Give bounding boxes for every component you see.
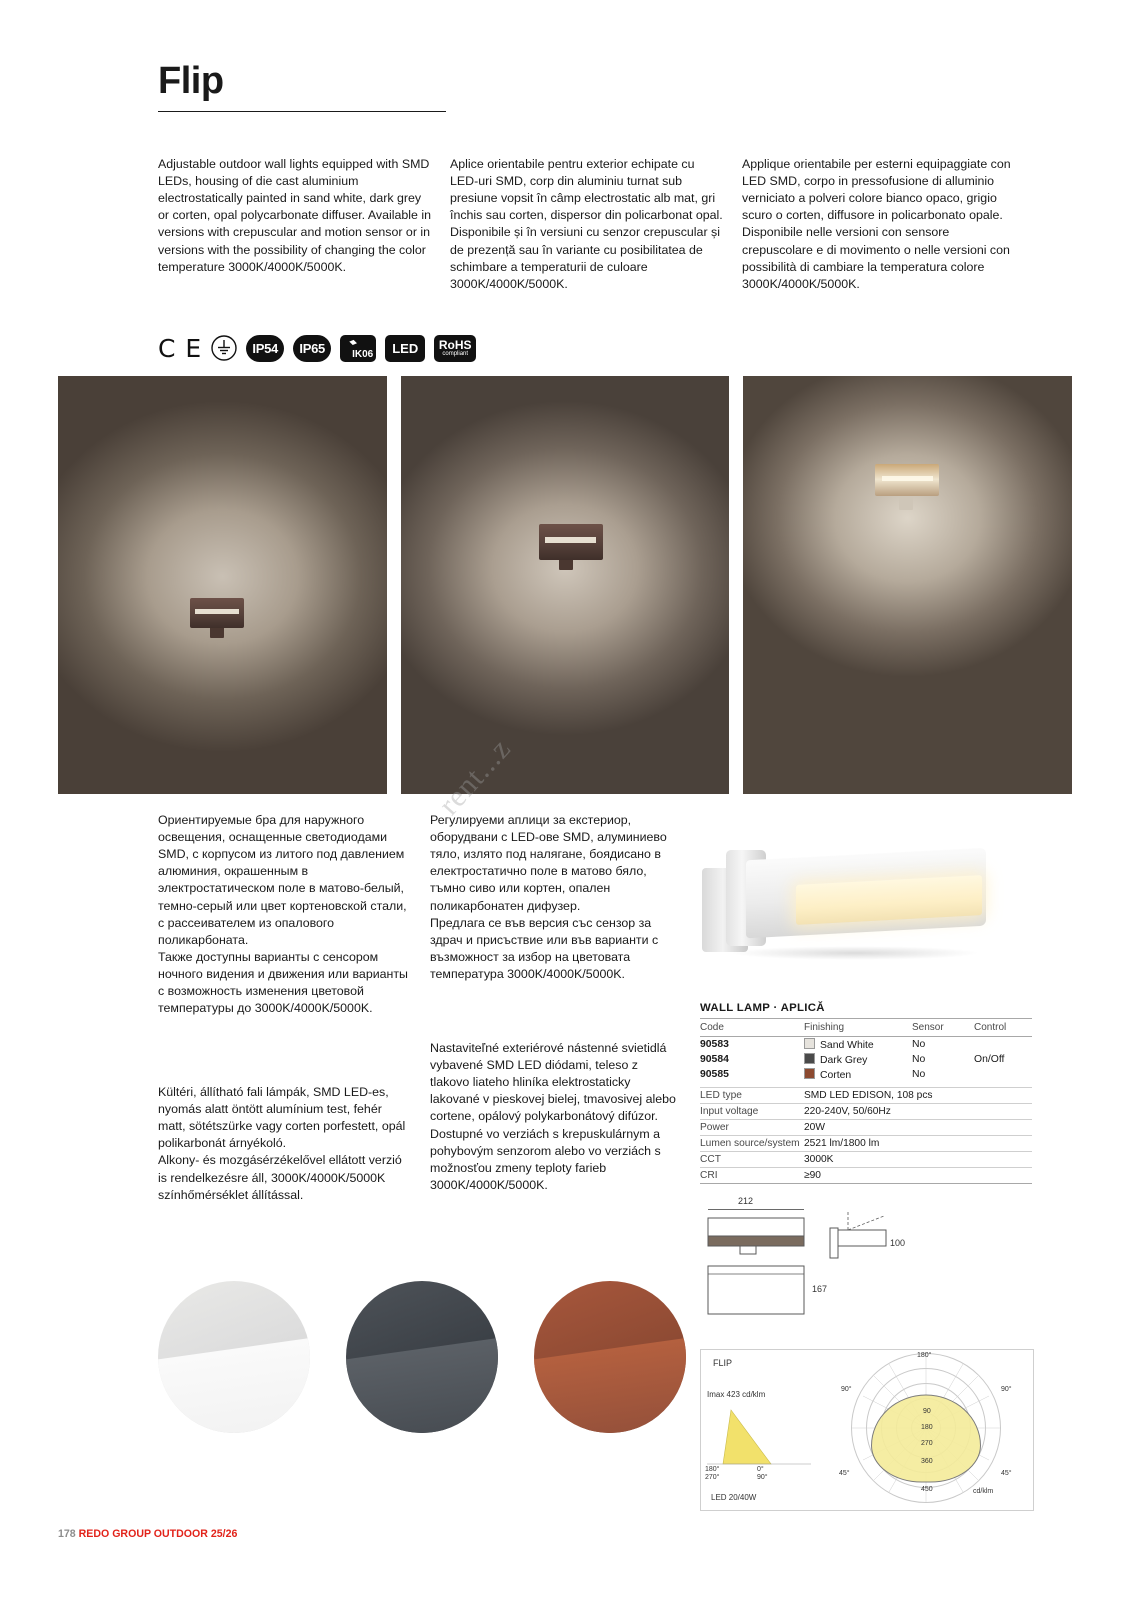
dim-width-label: 212: [738, 1196, 754, 1206]
dim-height-label: 167: [812, 1284, 828, 1294]
description-hu: Kültéri, állítható fali lámpák, SMD LED-es, nyomás alatt öntött alumínium test, fehér matt, sötétszürke vagy corten porfestett, opál polikarbonát árnyékoló. Alkony- és mozgásérzékelővel ellátott verzió is rendelkezésre áll, 3000K/4000K/5000K színhőmérséklet állítással.: [158, 1085, 406, 1202]
table-row: [700, 1168, 1032, 1184]
spec-codes-table: [700, 1018, 1032, 1082]
cell-control: On/Off: [974, 1054, 1005, 1065]
photometric-led-label: LED 20/40W: [711, 1493, 757, 1502]
page-number: 178: [58, 1528, 76, 1540]
cell-finishing: [804, 1037, 912, 1053]
intro-text-it: Applique orientabile per esterni equipaggiate con LED SMD, corpo in pressofusione di alluminio verniciato a polveri colore bianco opaco, grigio scuro o corten, diffusore in policarbonato opale. Disponibile nelle versioni con sensore crepuscolare e di movimento o nelle versioni con possibilità di cambiare la temperatura colore 3000K/4000K/5000K.: [742, 157, 1011, 291]
col-code: Code: [700, 1019, 804, 1037]
footer: [58, 1528, 237, 1540]
ip54-badge: IP54: [246, 335, 284, 362]
footer-brand: REDO GROUP OUTDOOR 25/26: [78, 1528, 238, 1540]
finish-corten: [534, 1281, 686, 1433]
photometric-axis-180: 180°: [705, 1466, 720, 1473]
table-header-row: [700, 1019, 1032, 1037]
cell-control: [974, 1067, 1032, 1082]
photometric-axis-0: 0°: [757, 1466, 764, 1473]
tech-label: CCT: [700, 1152, 804, 1168]
polar-label-right: 90°: [1001, 1386, 1012, 1393]
spec-technical-table: [700, 1087, 1032, 1184]
table-row: [700, 1136, 1032, 1152]
table-row: [700, 1088, 1032, 1104]
tech-value: 220-240V, 50/60Hz: [804, 1104, 1032, 1120]
tech-value: ≥90: [804, 1168, 1032, 1184]
side-view-drawing: [826, 1210, 946, 1276]
table-row: [700, 1067, 1032, 1082]
certification-badges: [158, 333, 476, 363]
description-ru: Ориентируемые бра для наружного освещения, оснащенные светодиодами SMD, с корпусом из литого под давлением алюминия, окрашенным в электростатическом поле в матово-белый, темно-серый или цвет кортеновской стали, с рассеивателем из опалового поликарбоната. Также доступны варианты с сенсором ночного видения и движения или варианты с возможность изменения цветовой температуры до 3000K/4000K/5000K.: [158, 813, 408, 1016]
rohs-badge: [434, 335, 476, 362]
cell-code: 90583: [700, 1039, 729, 1050]
intro-text-en: Adjustable outdoor wall lights equipped with SMD LEDs, housing of die cast aluminium electrostatically painted in sand white, dark grey or corten, opal polycarbonate diffuser. Available in versions with crepuscular and motion sensor or in versions with the possibility of changing the color temperature 3000K/4000K/5000K.: [158, 157, 432, 274]
specification-table: [700, 1002, 1032, 1184]
polar-label-left: 90°: [841, 1386, 852, 1393]
finish-samples: [158, 1281, 686, 1433]
description-bg: Регулируеми аплици за екстериор, оборудвани с LED-ове SMD, алуминиево тяло, излято под налягане, боядисано в електростатично поле в матово бяло, тъмно сиво или кортен, опален поликарбонатен дифузер. Предлага се във версия със сензор за здрач и присъствие или във варианти с възможност за избор на цветовата температура 3000K/4000K/5000K.: [430, 813, 667, 981]
polar-ring-label-180: 180: [921, 1424, 933, 1431]
col-sensor: Sensor: [912, 1019, 974, 1037]
led-badge: LED: [385, 335, 425, 362]
cell-finishing-label: Sand White: [820, 1040, 874, 1051]
ik06-label: IK06: [352, 348, 374, 360]
polar-ring-label-270: 270: [921, 1440, 933, 1447]
table-row: [700, 1104, 1032, 1120]
rohs-sublabel: compliant: [442, 351, 469, 357]
spec-title: WALL LAMP · APLICĂ: [700, 1002, 825, 1014]
render-shadow: [730, 946, 980, 960]
cell-sensor: No: [912, 1054, 926, 1065]
cell-code: 90584: [700, 1054, 729, 1065]
finish-sand-white: [158, 1281, 310, 1433]
swatch-corten: [804, 1068, 815, 1079]
intro-text-ro: Aplice orientabile pentru exterior echipate cu LED-uri SMD, corp din aluminiu turnat sub presiune vopsit în câmp electrostatic alb mat, gri închis sau corten, dispersor din policarbonat opal. Disponibile și în versiuni cu senzor crepuscular și de prezență sau în variante cu posibilitatea de schimbare a temperaturii de culoare 3000K/4000K/5000K.: [450, 157, 723, 291]
tech-value: 3000K: [804, 1152, 1032, 1168]
polar-ring-label-360: 360: [921, 1458, 933, 1465]
cell-sensor: No: [912, 1069, 926, 1080]
polar-label-bottom-left: 45°: [839, 1470, 850, 1477]
ce-mark-icon: C E: [158, 333, 203, 363]
ik06-badge: [340, 335, 376, 362]
photo-strip: [58, 376, 1072, 794]
dim-depth-label: 100: [890, 1238, 906, 1248]
table-row: [700, 1152, 1032, 1168]
polar-label-top: 180°: [917, 1352, 932, 1359]
col-control: Control: [974, 1019, 1032, 1037]
polar-label-bottom-right: 45°: [1001, 1470, 1012, 1477]
dim-width-line: [708, 1209, 804, 1210]
photometric-cone-panel: FLIP Imax 423 cd/klm 180° 270° 0° 90° LED 20/40W: [701, 1350, 821, 1510]
title-divider: [158, 111, 446, 112]
cell-finishing-label: Corten: [820, 1070, 852, 1081]
table-row: [700, 1037, 1032, 1053]
ip65-badge: IP65: [293, 335, 331, 362]
tech-label: CRI: [700, 1168, 804, 1184]
polar-ring-label-450: 450: [921, 1486, 933, 1493]
photo-corten-wall-lamp: [58, 376, 387, 794]
cell-finishing: [804, 1052, 912, 1067]
dimension-drawings: [700, 1196, 1032, 1336]
polar-unit-label: cd/klm: [973, 1488, 994, 1495]
cell-control: [974, 1037, 1032, 1053]
class-1-earth-icon: [211, 335, 237, 361]
cell-code: 90585: [700, 1069, 729, 1080]
tech-value: SMD LED EDISON, 108 pcs: [804, 1088, 1032, 1104]
tech-label: Input voltage: [700, 1104, 804, 1120]
description-sk: Nastaviteľné exteriérové nástenné svietidlá vybavené SMD LED diódami, teleso z tlakovo liateho hliníka elektrostaticky lakované v pieskovej bielej, tmavosivej alebo cortene, opálový polykarbonátový difúzor. Dostupné vo verziách s krepuskulárnym a pohybovým senzorom alebo vo verziách s možnosťou zmeny teploty farieb 3000K/4000K/5000K.: [430, 1041, 676, 1192]
photometric-product-name: FLIP: [713, 1358, 733, 1368]
finish-dark-grey: [346, 1281, 498, 1433]
cell-sensor: No: [912, 1039, 926, 1050]
swatch-sand-white: [804, 1038, 815, 1049]
tech-value: 20W: [804, 1120, 1032, 1136]
cell-finishing: [804, 1067, 912, 1082]
cell-finishing-label: Dark Grey: [820, 1055, 868, 1066]
photo-corten-wall-lamp-detail: [401, 376, 730, 794]
tech-value: 2521 lm/1800 lm: [804, 1136, 1032, 1152]
photometric-imax: Imax 423 cd/klm: [707, 1390, 766, 1399]
product-render: [700, 818, 1045, 993]
polar-ring-label-90: 90: [923, 1408, 931, 1415]
title-block: [158, 62, 448, 112]
tech-label: Lumen source/system: [700, 1136, 804, 1152]
watermark: rent...z: [432, 732, 518, 822]
photo-white-wall-lamp: [743, 376, 1072, 794]
photometric-diagram: [700, 1349, 1034, 1511]
intro-text-block: [158, 156, 1038, 293]
tech-label: Power: [700, 1120, 804, 1136]
tech-label: LED type: [700, 1088, 804, 1104]
table-row: [700, 1120, 1032, 1136]
col-finishing: Finishing: [804, 1019, 912, 1037]
swatch-dark-grey: [804, 1053, 815, 1064]
rohs-label: RoHS: [438, 338, 472, 352]
table-row: [700, 1052, 1032, 1067]
wall-plate-drawing: [704, 1264, 824, 1330]
page-title: Flip: [158, 60, 224, 102]
polar-diagram: [823, 1352, 1029, 1504]
